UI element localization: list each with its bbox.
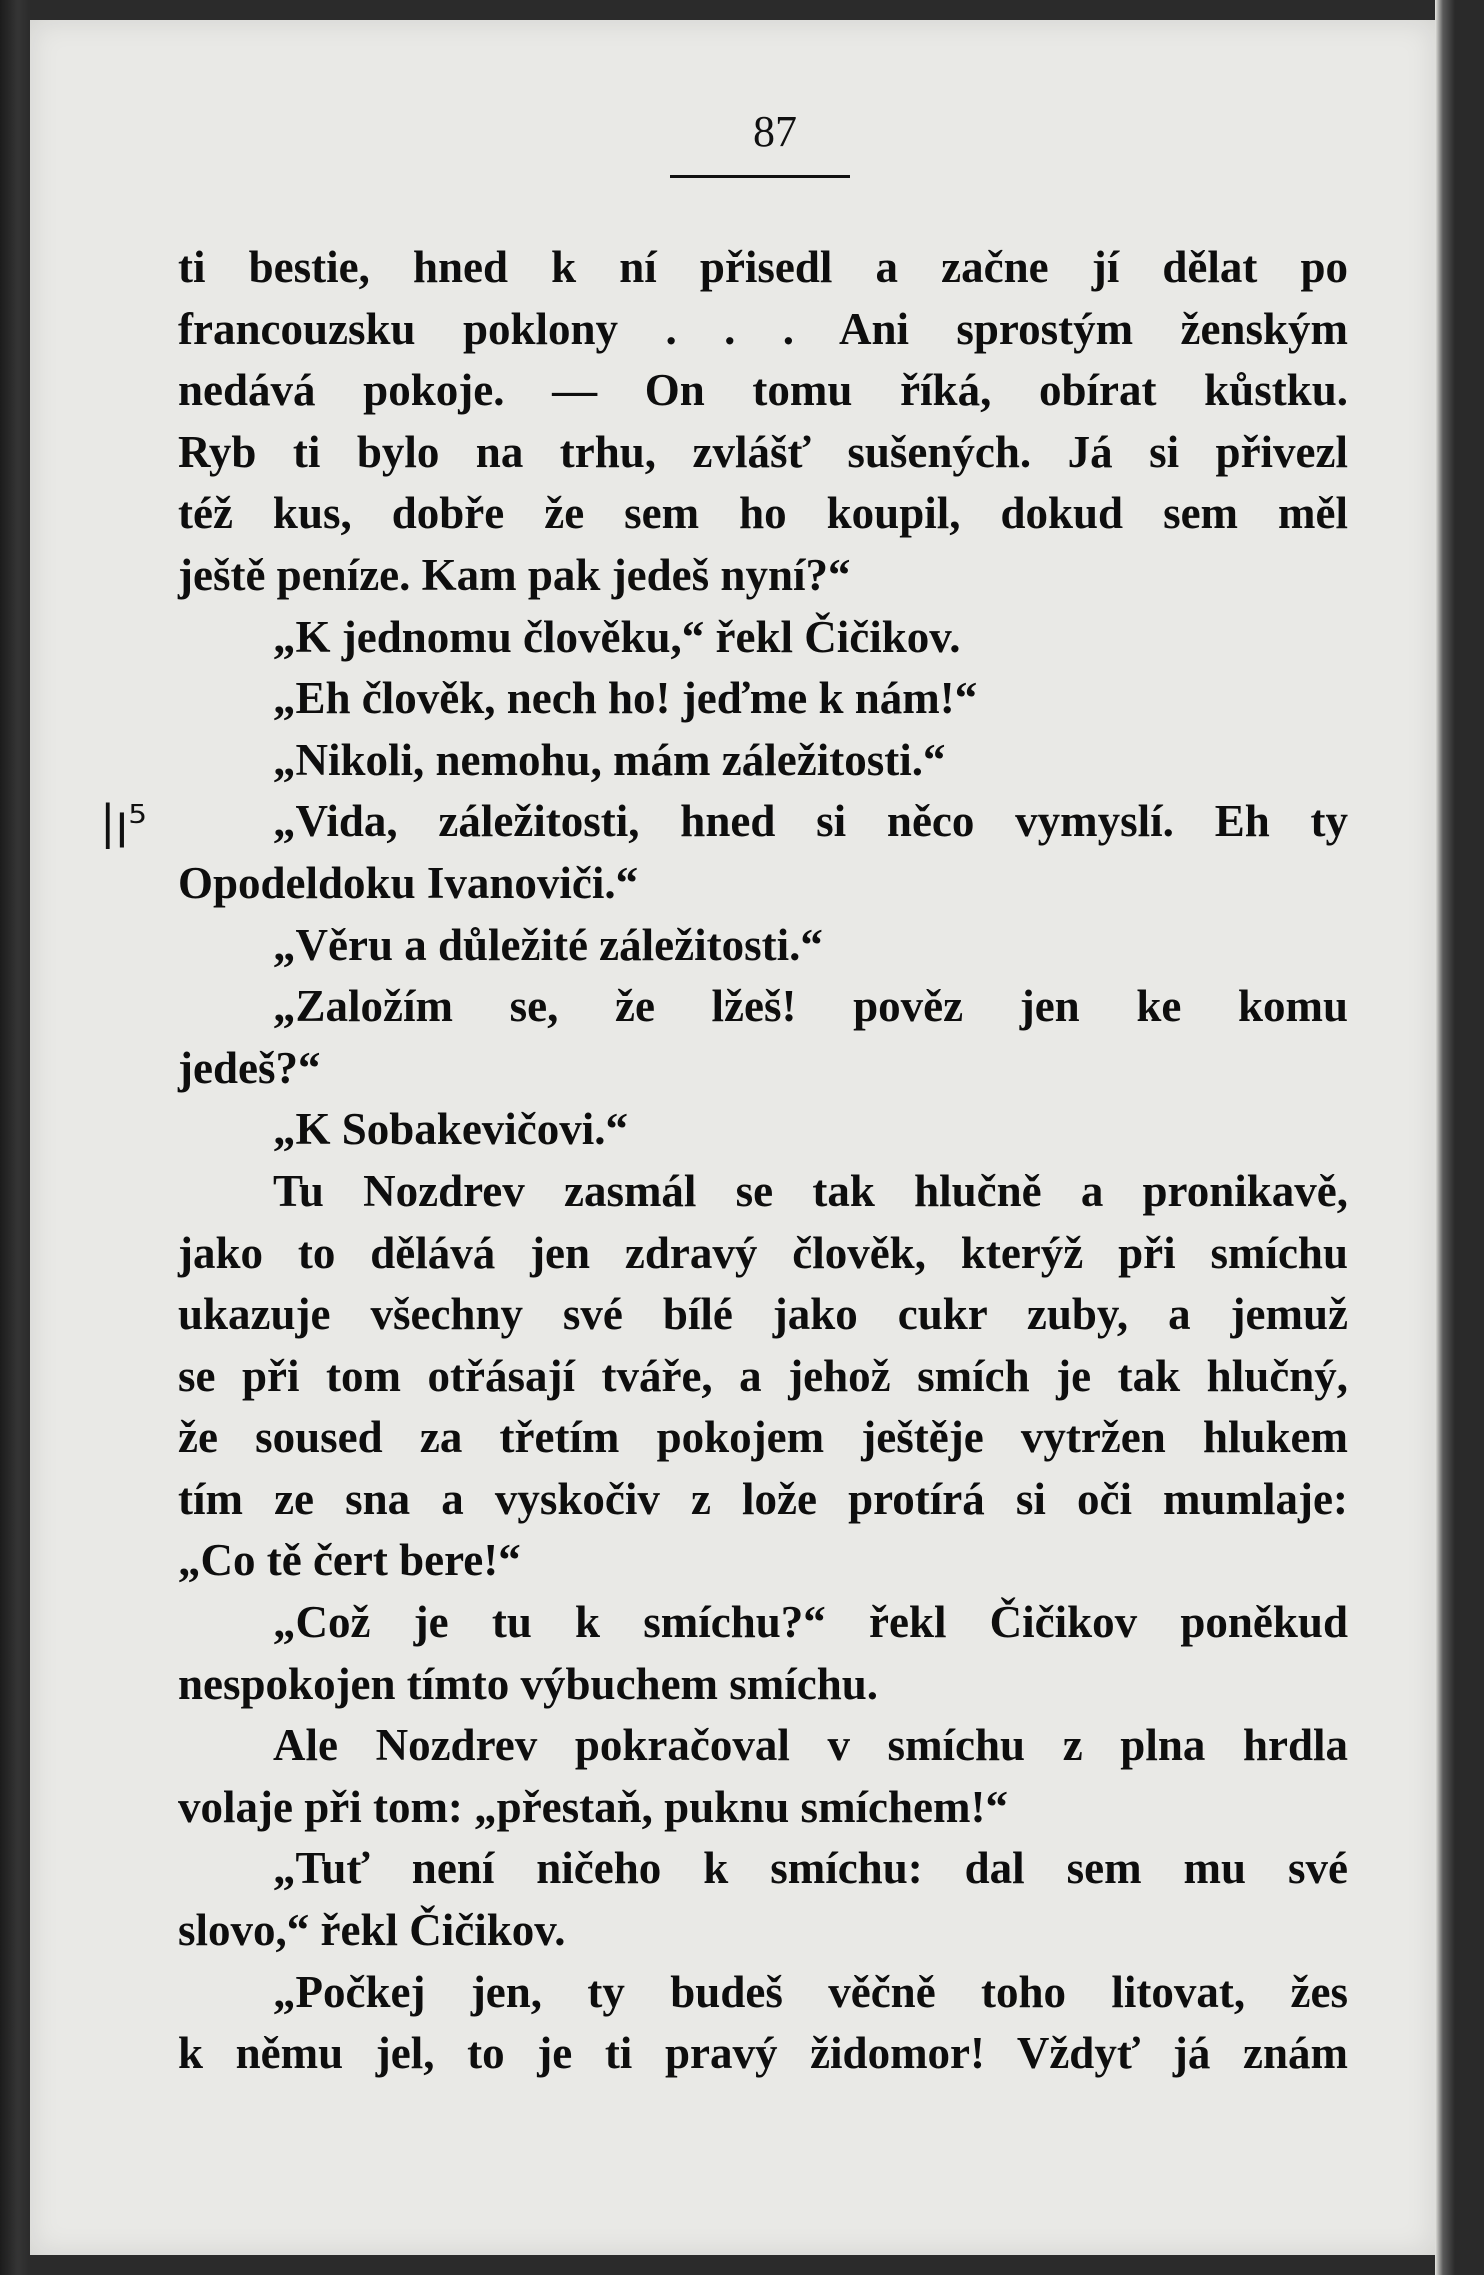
text-line: „K Sobakevičovi.“	[273, 1104, 629, 1155]
text-line: Ryb ti bylo na trhu, zvlášť sušených. Já si přivezl	[178, 426, 1348, 477]
text-line: jedeš?“	[178, 1042, 321, 1093]
text-line: „Eh člověk, nech ho! jeďme k nám!“	[273, 673, 978, 724]
text-line: „Což je tu k smíchu?“ řekl Čičikov poněkud	[273, 1597, 1348, 1648]
text-line: slovo,“ řekl Čičikov.	[178, 1905, 566, 1956]
text-line: „Tuť není ničeho k smíchu: dal sem mu své	[273, 1843, 1348, 1894]
margin-annotation: |ꞁ⁵	[100, 795, 147, 849]
text-line: „Počkej jen, ty budeš věčně toho litovat, žes	[273, 1966, 1348, 2017]
text-line: ti bestie, hned k ní přisedl a začne jí dělat po	[178, 242, 1348, 292]
text-line: „Založím se, že lžeš! pověz jen ke komu	[273, 981, 1348, 1032]
text-line: „Vida, záležitosti, hned si něco vymyslí. Eh ty	[273, 796, 1348, 847]
text-line: „Co tě čert bere!“	[178, 1535, 521, 1586]
text-line: volaje při tom: „přestaň, puknu smíchem!“	[178, 1781, 1008, 1832]
text-line: Ale Nozdrev pokračoval v smíchu z plna hrdla	[273, 1720, 1348, 1771]
text-line: francouzsku poklony . . . Ani sprostým ženským	[178, 303, 1348, 354]
text-line: „Věru a důležité záležitosti.“	[273, 919, 823, 970]
page-edge-shadow	[1435, 0, 1484, 2275]
book-page	[30, 20, 1435, 2255]
text-line: též kus, dobře že sem ho koupil, dokud sem měl	[178, 488, 1348, 539]
text-line: že soused za třetím pokojem ještěje vytržen hlukem	[178, 1412, 1348, 1463]
text-line: ještě peníze. Kam pak jedeš nyní?“	[178, 549, 851, 600]
text-line: „K jednomu člověku,“ řekl Čičikov.	[273, 611, 961, 662]
text-line: nespokojen tímto výbuchem smíchu.	[178, 1658, 879, 1709]
text-line: „Nikoli, nemohu, mám záležitosti.“	[273, 734, 946, 785]
text-line: se při tom otřásají tváře, a jehož smích je tak hlučný,	[178, 1350, 1348, 1401]
text-line: Opodeldoku Ivanoviči.“	[178, 857, 639, 908]
page-number: 87	[753, 107, 797, 156]
text-line: nedává pokoje. — On tomu říká, obírat kůstku.	[178, 365, 1348, 416]
text-line: ukazuje všechny své bílé jako cukr zuby, a jemuž	[178, 1289, 1348, 1340]
text-line: k němu jel, to je ti pravý židomor! Vždyť já znám	[178, 2028, 1348, 2079]
body-text	[178, 237, 1348, 2085]
text-line: jako to dělává jen zdravý člověk, kterýž při smíchu	[178, 1227, 1348, 1278]
text-line: Tu Nozdrev zasmál se tak hlučně a pronikavě,	[273, 1165, 1348, 1216]
page-number-rule	[670, 175, 850, 178]
text-line: tím ze sna a vyskočiv z lože protírá si oči mumlaje:	[178, 1473, 1348, 1524]
